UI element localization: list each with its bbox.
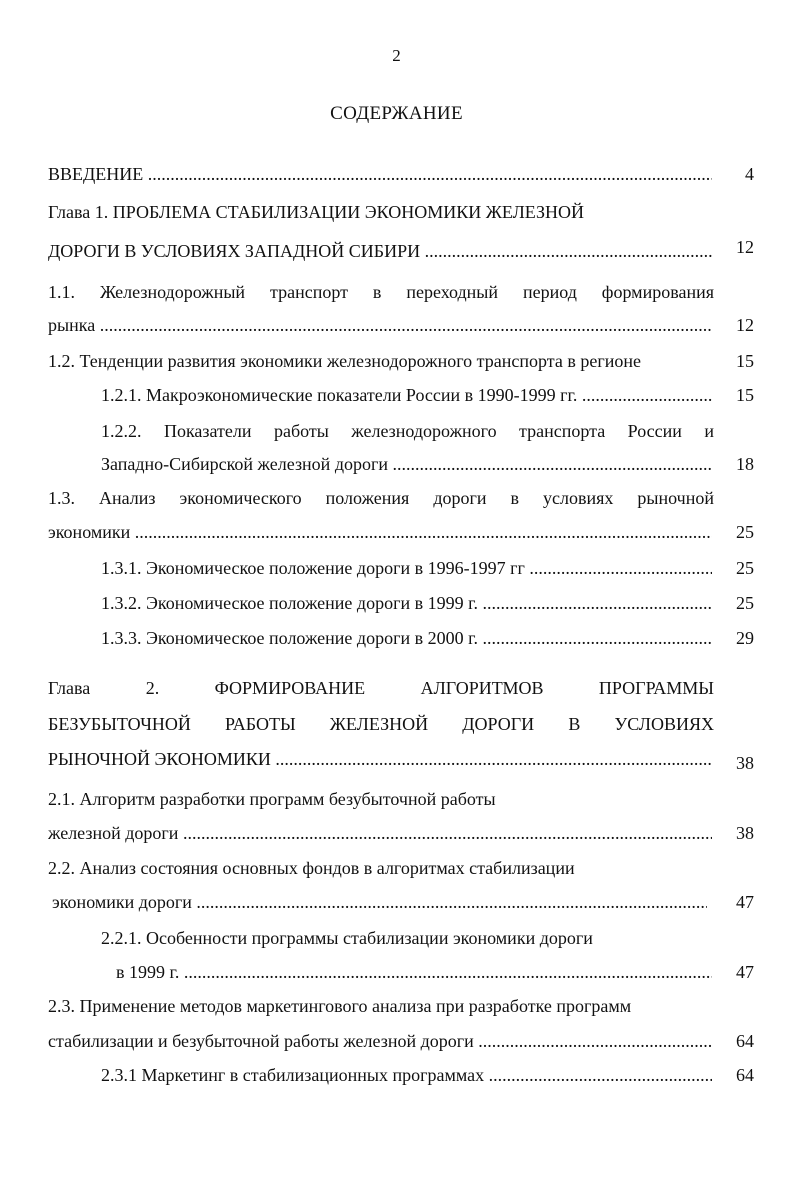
toc-entry-page: 12 bbox=[736, 237, 754, 257]
toc-entry-text: экономики ..... bbox=[48, 521, 712, 543]
toc-entry-text: 2.3. Применение методов маркетингового анализа при разработке программ bbox=[48, 996, 632, 1016]
toc-entry-page: 4 bbox=[745, 164, 754, 184]
toc-entry-page: 38 bbox=[736, 823, 754, 843]
toc-entry-page: 64 bbox=[736, 1031, 754, 1051]
toc-entry-text: 2.2.1. Особенности программы стабилизации экономики дороги bbox=[101, 928, 593, 948]
toc-entry-text: ДОРОГИ В УСЛОВИЯХ ЗАПАДНОЙ СИБИРИ ..... bbox=[48, 240, 712, 262]
page-number: 2 bbox=[392, 46, 401, 65]
toc-entry-page: 64 bbox=[736, 1065, 754, 1085]
toc-entry-page: 15 bbox=[736, 385, 754, 405]
toc-entry-text: РЫНОЧНОЙ ЭКОНОМИКИ ..... bbox=[48, 748, 712, 770]
toc-entry-text: железной дороги ..... bbox=[48, 822, 712, 844]
toc-entry-text: ВВЕДЕНИЕ ..... bbox=[48, 163, 712, 185]
toc-entry-text: 1.3.3. Экономическое положение дороги в 2000 г. ..... bbox=[101, 627, 712, 649]
toc-entry-page: 25 bbox=[736, 558, 754, 578]
toc-entry-text: стабилизации и безубыточной работы железной дороги ..... bbox=[48, 1030, 712, 1052]
toc-entry-page: 18 bbox=[736, 454, 754, 474]
toc-entry-page: 47 bbox=[736, 892, 754, 912]
toc-entry-page: 38 bbox=[736, 753, 754, 773]
toc-entry-text: Глава 2. ФОРМИРОВАНИЕ АЛГОРИТМОВ ПРОГРАММЫ bbox=[48, 678, 714, 698]
toc-entry-page: 47 bbox=[736, 962, 754, 982]
page-title: СОДЕРЖАНИЕ bbox=[330, 103, 463, 124]
toc-entry-text: 1.1. Железнодорожный транспорт в переходный период формирования bbox=[48, 282, 714, 302]
toc-entry-page: 29 bbox=[736, 628, 754, 648]
toc-entry-text: 1.2. Тенденции развития экономики железнодорожного транспорта в регионе bbox=[48, 351, 641, 371]
toc-entry-text: 1.2.1. Макроэкономические показатели России в 1990-1999 гг. ..... bbox=[101, 384, 712, 406]
toc-entry-text: 2.2. Анализ состояния основных фондов в алгоритмах стабилизации bbox=[48, 858, 575, 878]
toc-entry-text: 2.1. Алгоритм разработки программ безубыточной работы bbox=[48, 789, 496, 809]
toc-entry-text: 1.2.2. Показатели работы железнодорожного транспорта России и bbox=[101, 421, 714, 441]
toc-entry-text: экономики дороги ..... bbox=[52, 891, 707, 913]
toc-entry-page: 25 bbox=[736, 522, 754, 542]
toc-entry-text: в 1999 г. ..... bbox=[116, 961, 712, 983]
toc-entry-page: 12 bbox=[736, 315, 754, 335]
toc-entry-text: 1.3. Анализ экономического положения дороги в условиях рыночной bbox=[48, 488, 714, 508]
toc-entry-text: 2.3.1 Маркетинг в стабилизационных программах ..... bbox=[101, 1064, 712, 1086]
toc-entry-text: рынка ..... bbox=[48, 314, 712, 336]
toc-entry-text: Глава 1. ПРОБЛЕМА СТАБИЛИЗАЦИИ ЭКОНОМИКИ ЖЕЛЕЗНОЙ bbox=[48, 202, 585, 222]
toc-entry-text: 1.3.2. Экономическое положение дороги в 1999 г. ..... bbox=[101, 592, 712, 614]
toc-entry-page: 25 bbox=[736, 593, 754, 613]
toc-entry-page: 15 bbox=[736, 351, 754, 371]
toc-entry-text: БЕЗУБЫТОЧНОЙ РАБОТЫ ЖЕЛЕЗНОЙ ДОРОГИ В УСЛОВИЯХ bbox=[48, 714, 714, 734]
toc-entry-text: 1.3.1. Экономическое положение дороги в 1996-1997 гг ..... bbox=[101, 557, 712, 579]
toc-entry-text: Западно-Сибирской железной дороги ..... bbox=[101, 453, 712, 475]
